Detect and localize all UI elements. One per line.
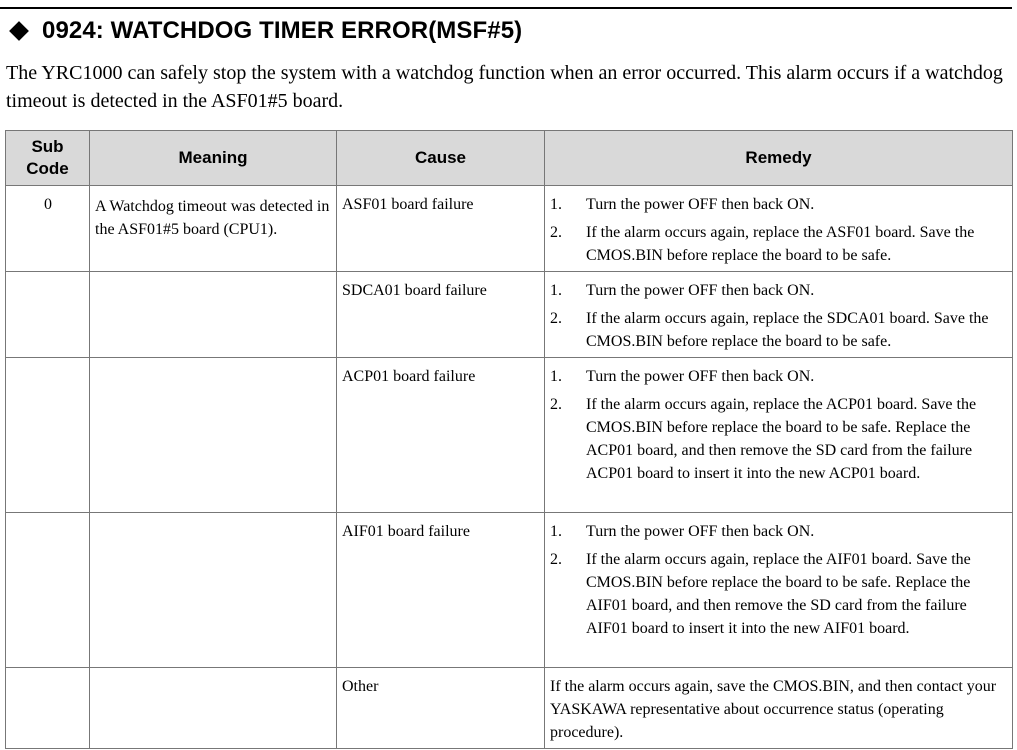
cell-sub-code: [6, 668, 90, 749]
cell-meaning: [90, 272, 337, 358]
remedy-item-number: 1.: [550, 523, 562, 540]
remedy-list: [550, 193, 1008, 267]
table-row: [6, 358, 1013, 513]
cell-remedy: [545, 358, 1013, 513]
remedy-item: [550, 307, 1008, 353]
table-row: [6, 272, 1013, 358]
header-remedy: Remedy: [545, 131, 1013, 186]
intro-paragraph: The YRC1000 can safely stop the system with a watchdog function when an error occurred. This alarm occurs if a watchdog timeout is detected in the ASF01#5 board.: [6, 62, 1003, 112]
remedy-item-text: If the alarm occurs again, replace the AIF01 board. Save the CMOS.BIN before replace the board to be safe. Replace the AIF01 board, and then remove the SD card from the failure AIF01 board to insert it into the new AIF01 board.: [586, 551, 971, 637]
cell-meaning: [90, 513, 337, 668]
remedy-item-text: Turn the power OFF then back ON.: [586, 368, 815, 385]
cell-remedy-text: If the alarm occurs again, save the CMOS.BIN, and then contact your YASKAWA representative about occurrence status (operating procedure).: [545, 668, 1013, 749]
remedy-item: [550, 279, 1008, 302]
cell-meaning: [90, 668, 337, 749]
remedy-item-text: Turn the power OFF then back ON.: [586, 523, 815, 540]
cell-cause: SDCA01 board failure: [337, 272, 545, 358]
remedy-item-number: 2.: [550, 396, 562, 413]
cell-sub-code: [6, 272, 90, 358]
remedy-item: [550, 548, 1008, 640]
cell-cause: ASF01 board failure: [337, 186, 545, 272]
cell-sub-code: [6, 513, 90, 668]
table-row: [6, 186, 1013, 272]
remedy-item-text: If the alarm occurs again, replace the ACP01 board. Save the CMOS.BIN before replace the board to be safe. Replace the ACP01 board, and then remove the SD card from the failure ACP01 board to insert it into the new ACP01 board.: [586, 396, 977, 482]
remedy-item-number: 1.: [550, 368, 562, 385]
remedy-item-text: If the alarm occurs again, replace the ASF01 board. Save the CMOS.BIN before replace the board to be safe.: [586, 224, 975, 264]
remedy-list: [550, 365, 1008, 485]
remedy-item-number: 2.: [550, 224, 562, 241]
remedy-list: [550, 520, 1008, 640]
remedy-list: [550, 279, 1008, 353]
alarm-title: 0924: WATCHDOG TIMER ERROR(MSF#5): [42, 17, 523, 44]
header-cause: Cause: [337, 131, 545, 186]
cell-sub-code: 0: [6, 186, 90, 272]
cell-remedy: [545, 513, 1013, 668]
remedy-item-number: 1.: [550, 196, 562, 213]
remedy-item: [550, 520, 1008, 543]
header-sub-code: [6, 131, 90, 186]
remedy-item: [550, 365, 1008, 388]
remedy-item-text: Turn the power OFF then back ON.: [586, 282, 815, 299]
alarm-table: [5, 130, 1013, 749]
remedy-item-number: 1.: [550, 282, 562, 299]
remedy-item: [550, 221, 1008, 267]
alarm-heading: [6, 14, 522, 48]
remedy-item: [550, 393, 1008, 485]
remedy-item-number: 2.: [550, 551, 562, 568]
remedy-item-text: Turn the power OFF then back ON.: [586, 196, 815, 213]
header-meaning: Meaning: [90, 131, 337, 186]
cell-remedy: [545, 272, 1013, 358]
diamond-bullet-icon: [9, 21, 29, 41]
header-sub-code-label: Sub Code: [26, 137, 69, 178]
cell-remedy: [545, 186, 1013, 272]
table-row: [6, 668, 1013, 749]
cell-cause: Other: [337, 668, 545, 749]
cell-cause: AIF01 board failure: [337, 513, 545, 668]
cell-sub-code: [6, 358, 90, 513]
remedy-item-text: If the alarm occurs again, replace the SDCA01 board. Save the CMOS.BIN before replace the board to be safe.: [586, 310, 989, 350]
cell-meaning: [90, 358, 337, 513]
table-row: [6, 513, 1013, 668]
remedy-item: [550, 193, 1008, 216]
remedy-item-number: 2.: [550, 310, 562, 327]
table-header-row: [6, 131, 1013, 186]
cell-meaning: A Watchdog timeout was detected in the ASF01#5 board (CPU1).: [90, 186, 337, 272]
cell-cause: ACP01 board failure: [337, 358, 545, 513]
top-rule: [0, 7, 1012, 9]
